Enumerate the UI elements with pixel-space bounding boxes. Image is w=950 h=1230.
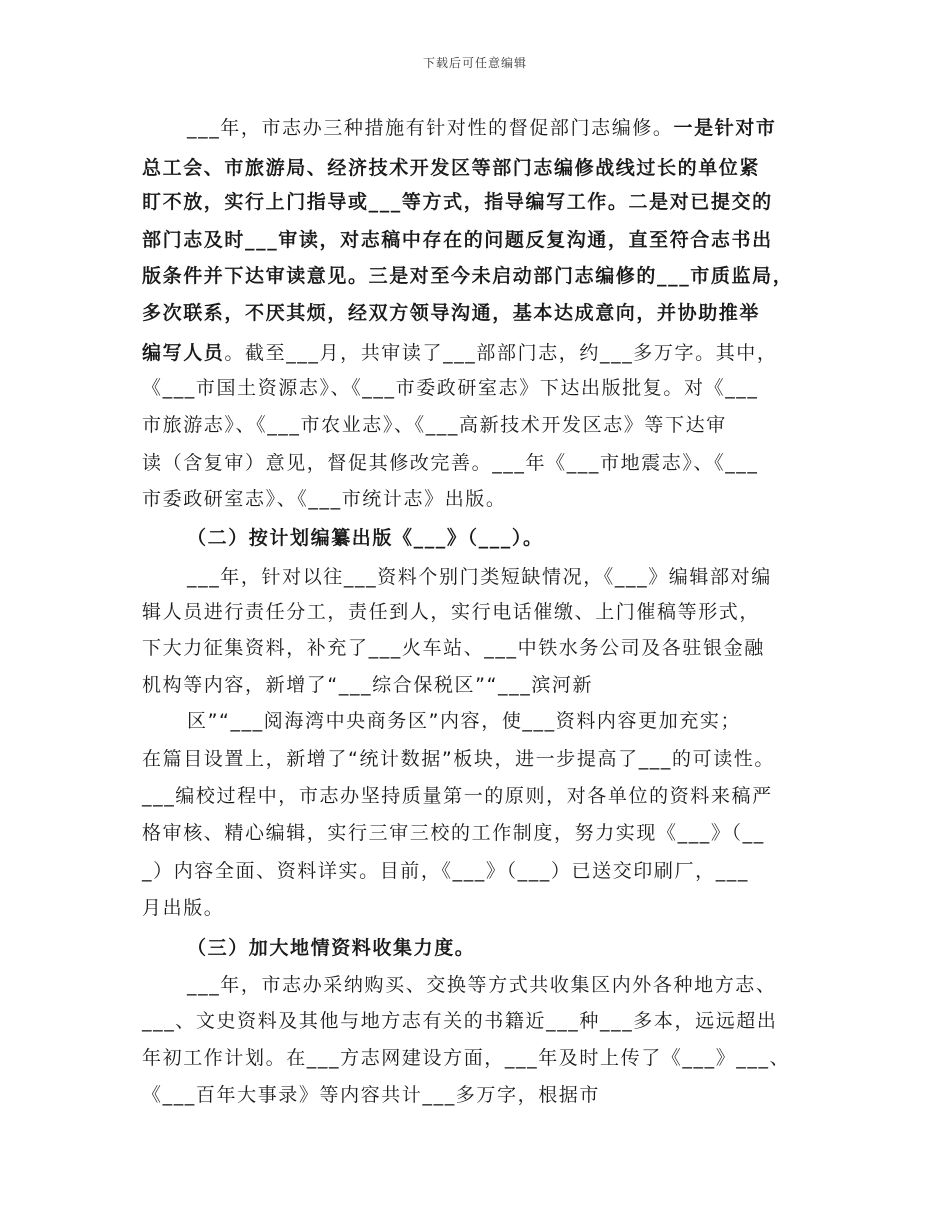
bold-text-run: 版条件并下达审读意见。三是对至今未启动部门志编修的___市质监局， bbox=[142, 265, 794, 287]
text-line bbox=[142, 484, 507, 511]
text-run: ___年，市志办采纳购买、交换等方式共收集区内外各种地方志、 bbox=[187, 974, 777, 996]
text-line bbox=[142, 187, 773, 214]
text-run: 《___市国土资源志》、《___市委政研室志》下达出版批复。对《___ bbox=[142, 377, 759, 399]
text-run: 市旅游志》、《___市农业志》、《___高新技术开发区志》等下达审 bbox=[142, 414, 727, 436]
text-run: ___编校过程中，市志办坚持质量第一的原则，对各单位的资料来稿严 bbox=[142, 785, 773, 807]
text-line bbox=[142, 225, 773, 252]
text-line bbox=[142, 856, 749, 883]
bold-text-run: 多次联系，不厌其烦，经双方领导沟通，基本达成意向，并协助推举 bbox=[142, 302, 761, 324]
text-run: 。截至___月，共审读了___部部门志，约___多万字。其中， bbox=[224, 342, 778, 364]
text-run: _）内容全面、资料详实。目前，《___》（___）已送交印刷厂，___ bbox=[142, 860, 750, 882]
text-line bbox=[187, 970, 777, 997]
bold-text-run: （二）按计划编纂出版《___》（___）。 bbox=[187, 527, 544, 549]
bold-text-run: 一是针对市 bbox=[673, 117, 777, 139]
text-run: 读（含复审）意见，督促其修改完善。___年《___市地震志》、《___ bbox=[142, 452, 759, 474]
bold-text-run: 盯不放，实行上门指导或___等方式，指导编写工作。二是对已提交的 bbox=[142, 191, 773, 213]
text-run: 辑人员进行责任分工，责任到人，实行电话催缴、上门催稿等形式， bbox=[142, 601, 761, 623]
text-run: 格审核、精心编辑，实行三审三校的工作制度，努力实现《___》（__ bbox=[142, 822, 765, 844]
text-run: ___、文史资料及其他与地方志有关的书籍近___种___多本，远远超出 bbox=[142, 1010, 778, 1032]
text-line bbox=[142, 893, 224, 920]
text-run: 月出版。 bbox=[142, 897, 225, 919]
text-line bbox=[187, 113, 777, 140]
text-line bbox=[187, 562, 772, 589]
text-line bbox=[142, 338, 778, 365]
text-line bbox=[187, 706, 741, 733]
text-line bbox=[187, 523, 544, 550]
text-line bbox=[142, 744, 775, 771]
text-run: 下大力征集资料，补充了___火车站、___中铁水务公司及各驻银金融 bbox=[142, 637, 765, 659]
page-header: 下载后可任意编辑 bbox=[422, 56, 527, 70]
bold-text-run: 部门志及时___审读，对志稿中存在的问题反复沟通，直至符合志书出 bbox=[142, 229, 773, 251]
text-run: 市委政研室志》、《___市统计志》出版。 bbox=[142, 488, 507, 510]
bold-text-run: 总工会、市旅游局、经济技术开发区等部门志编修战线过长的单位紧 bbox=[142, 157, 761, 179]
text-run: 年初工作计划。在___方志网建设方面，___年及时上传了《___》___、 bbox=[142, 1047, 791, 1069]
text-line bbox=[142, 633, 765, 660]
text-line bbox=[142, 1006, 778, 1033]
bold-text-run: （三）加大地情资料收集力度。 bbox=[187, 937, 476, 959]
text-line bbox=[142, 448, 759, 475]
text-line bbox=[142, 261, 793, 288]
text-run: 区”“___阅海湾中央商务区”内容，使___资料内容更加充实； bbox=[187, 710, 742, 732]
text-line bbox=[142, 670, 593, 697]
text-line bbox=[142, 597, 760, 624]
text-line bbox=[142, 1080, 600, 1107]
text-line bbox=[142, 1043, 790, 1070]
text-line bbox=[187, 933, 475, 960]
text-line bbox=[142, 298, 760, 325]
text-line bbox=[142, 373, 759, 400]
text-line bbox=[142, 818, 765, 845]
text-run: ___年，针对以往___资料个别门类短缺情况，《___》编辑部对编 bbox=[187, 566, 772, 588]
text-line bbox=[142, 153, 760, 180]
text-line bbox=[142, 410, 727, 437]
bold-text-run: 编写人员 bbox=[142, 342, 225, 364]
text-line bbox=[142, 781, 773, 808]
text-run: 机构等内容，新增了“___综合保税区”“___滨河新 bbox=[142, 674, 594, 696]
text-run: ___年，市志办三种措施有针对性的督促部门志编修。 bbox=[187, 117, 674, 139]
text-run: 在篇目设置上，新增了“统计数据”板块，进一步提高了___的可读性。 bbox=[142, 748, 775, 770]
text-run: 《___百年大事录》等内容共计___多万字，根据市 bbox=[142, 1084, 601, 1106]
